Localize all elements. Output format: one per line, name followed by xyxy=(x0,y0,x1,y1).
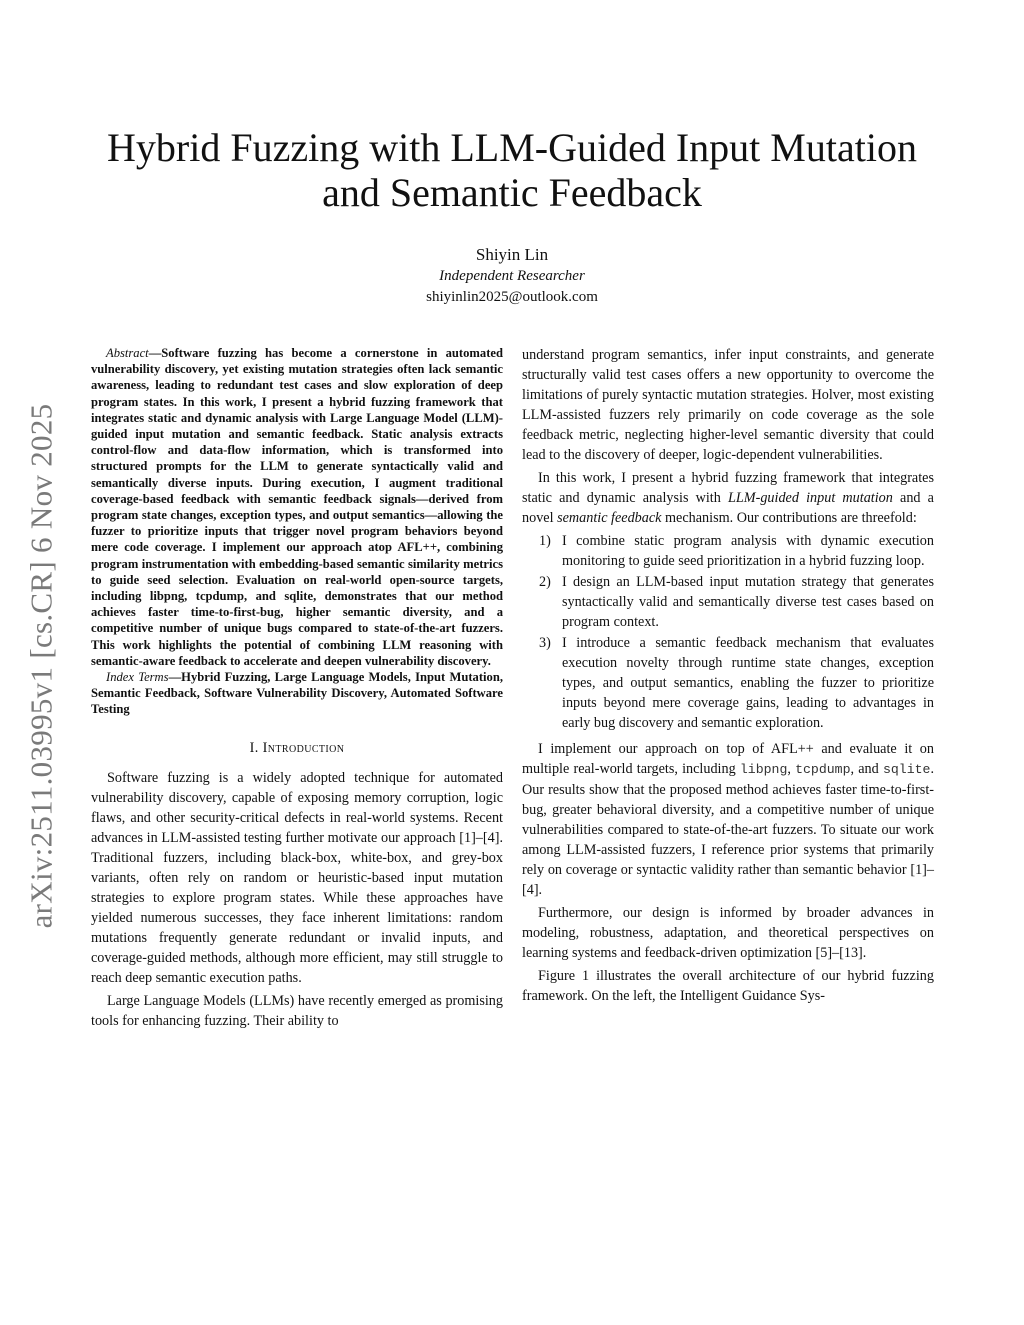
intro-paragraph-2-continued: understand program semantics, infer input constraints, and generate structurally valid test cases offers a new opportunity to overcome the limitations of purely syntactic mutation strategies. Holver, most existing LLM-assisted fuzzers rely primarily on code coverage as the sole feedback metric, neglecting higher-level semantic diversity that could lead to the discovery of deeper, logic-dependent vulnerabilities. xyxy=(522,347,934,463)
paper-title xyxy=(80,125,944,215)
section-title: Introduction xyxy=(262,739,345,756)
code-sqlite: sqlite xyxy=(882,762,931,777)
intro-paragraph-6: Figure 1 illustrates the overall architecture of our hybrid fuzzing framework. On the left, the Intelligent Guidance Sys- xyxy=(522,968,934,1004)
paper-title-line-1: Hybrid Fuzzing with LLM-Guided Input Mutation xyxy=(107,125,917,170)
author-email: shiyinlin2025@outlook.com xyxy=(426,289,598,305)
index-terms-label: Index Terms xyxy=(106,670,169,685)
section-heading-introduction xyxy=(91,738,503,758)
arxiv-identifier-stamp xyxy=(10,376,72,956)
abstract-label: Abstract xyxy=(106,346,149,360)
contribution-item xyxy=(522,531,934,571)
intro-paragraph-3 xyxy=(522,468,934,528)
code-libpng: libpng xyxy=(739,762,788,777)
emphasis-llm-guided-mutation: LLM-guided input mutation xyxy=(728,490,893,506)
paragraph-text: , xyxy=(787,761,796,777)
code-tcpdump: tcpdump xyxy=(795,762,851,777)
left-column xyxy=(91,345,503,1034)
contribution-item xyxy=(522,633,934,733)
paragraph-text: I implement our approach on top of AFL++ and evaluate it on multiple real-world targets, including xyxy=(522,741,934,777)
emphasis-semantic-feedback: semantic feedback xyxy=(557,510,662,526)
paragraph-text: and a novel xyxy=(522,490,934,526)
contribution-number: 2) xyxy=(539,574,551,590)
contribution-text: I combine static program analysis with dynamic execution monitoring to guide seed prioritization in a hybrid fuzzing loop. xyxy=(562,533,934,569)
paragraph-text: In this work, I present a hybrid fuzzing framework that integrates static and dynamic analysis with xyxy=(522,470,934,506)
paragraph-text: , and xyxy=(850,761,883,777)
contribution-text: I introduce a semantic feedback mechanism that evaluates execution novelty through runtime state changes, exception types, and output semantics, enabling the fuzzer to prioritize inputs beyond mere coverage gains, leading to advantages in early bug discovery and semantic exploration. xyxy=(562,635,934,731)
paragraph-text: . Our results show that the proposed method achieves faster time-to-first-bug, greater behavioral diversity, and a competitive number of unique vulnerabilities compared to state-of-the-art fuzzers. To situate our work among LLM-assisted fuzzers, I reference prior systems that primarily rely on coverage or syntactic validity rather than semantic behavior [1]–[4]. xyxy=(522,761,934,898)
right-column xyxy=(522,345,934,1009)
contributions-list xyxy=(522,531,934,733)
author-name: Shiyin Lin xyxy=(475,245,549,264)
contribution-number: 3) xyxy=(539,635,551,651)
index-terms xyxy=(91,669,503,718)
contribution-text: I design an LLM-based input mutation strategy that generates syntactically valid and semantically diverse test cases based on program context. xyxy=(562,574,934,630)
intro-paragraph-4 xyxy=(522,739,934,900)
index-terms-text: —Hybrid Fuzzing, Large Language Models, Input Mutation, Semantic Feedback, Software Vulnerability Discovery, Automated Software Testing xyxy=(91,670,503,717)
paragraph-text: mechanism. Our contributions are threefold: xyxy=(661,510,917,526)
paper-title-line-2: and Semantic Feedback xyxy=(322,170,702,215)
contribution-item xyxy=(522,572,934,632)
intro-paragraph-5: Furthermore, our design is informed by broader advances in modeling, robustness, adaptation, and theoretical perspectives on learning systems and feedback-driven optimization [5]–[13]. xyxy=(522,905,934,961)
abstract xyxy=(91,345,503,669)
section-numeral: I. xyxy=(249,739,259,756)
intro-paragraph-1: Software fuzzing is a widely adopted technique for automated vulnerability discovery, capable of exposing memory corruption, logic flaws, and other security-critical defects in real-world systems. Recent advances in LLM-assisted testing further motivate our approach [1]–[4]. Traditional fuzzers, including black-box, white-box, and grey-box variants, often rely on random or heuristic-based input mutation strategies to explore program states. While these approaches have yielded numerous successes, they face inherent limitations: random mutations frequently generate redundant or invalid inputs, and coverage-guided methods, although more efficient, may still struggle to reach deep semantic execution paths. xyxy=(91,769,503,986)
author-affiliation: Independent Researcher xyxy=(439,268,585,284)
arxiv-identifier-text: arXiv:2511.03995v1 [cs.CR] 6 Nov 2025 xyxy=(23,403,59,929)
intro-paragraph-2: Large Language Models (LLMs) have recently emerged as promising tools for enhancing fuzzing. Their ability to xyxy=(91,992,503,1029)
abstract-text: —Software fuzzing has become a cornerstone in automated vulnerability discovery, yet existing mutation strategies often lack semantic awareness, leading to redundant test cases and slow exploration of deep program states. In this work, I present a hybrid fuzzing framework that integrates static and dynamic analysis with Large Language Model (LLM)-guided input mutation and semantic feedback. Static analysis extracts control-flow and data-flow information, which is transformed into structured prompts for the LLM to generate syntactically valid and semantically diverse inputs. During execution, I augment traditional coverage-based feedback with semantic feedback signals—derived from program state changes, exception types, and output semantics—allowing the fuzzer to prioritize inputs that trigger novel program behaviors beyond mere code coverage. I implement our approach atop AFL++, combining program instrumentation with embedding-based semantic similarity metrics to guide seed selection. Evaluation on real-world open-source targets, including libpng, tcpdump, and sqlite, demonstrates that our method achieves faster time-to-first-bug, higher semantic diversity, and a competitive number of unique bugs compared to state-of-the-art fuzzers. This work highlights the potential of combining LLM reasoning with semantic-aware feedback to accelerate and deepen vulnerability discovery. xyxy=(91,346,503,668)
contribution-number: 1) xyxy=(539,533,551,549)
author-block xyxy=(212,244,812,308)
